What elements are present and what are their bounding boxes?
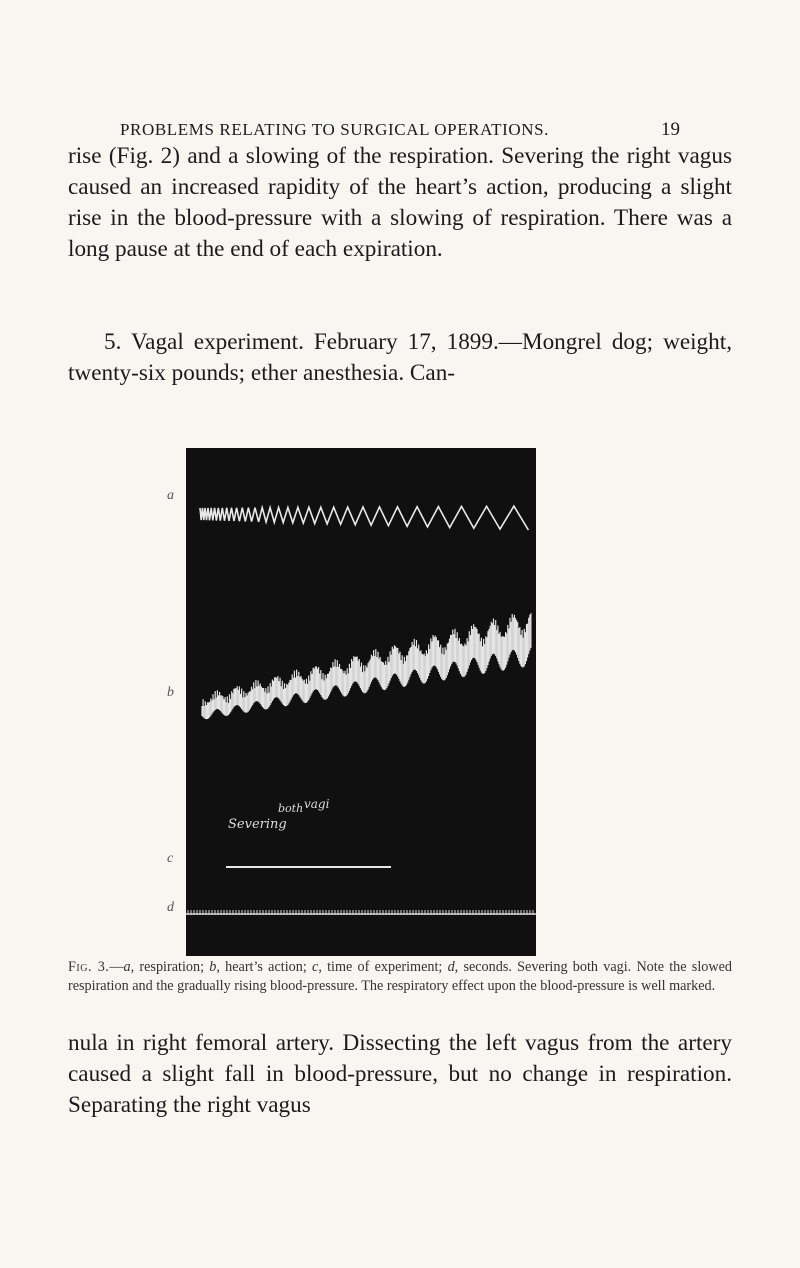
caption-a-text: , respiration; xyxy=(130,959,210,975)
caption-fig-number: Fig. 3. xyxy=(68,959,110,975)
annotation-word-both: both xyxy=(278,802,304,815)
annotation-word-severing: Severing xyxy=(228,817,287,832)
trace-label-d: d xyxy=(167,900,174,915)
running-title: PROBLEMS RELATING TO SURGICAL OPERATIONS. xyxy=(120,120,550,139)
handwritten-annotation xyxy=(228,797,330,832)
caption-sep: — xyxy=(109,959,124,975)
figure-3 xyxy=(152,448,542,956)
caption-d-text: , seconds. Severing both vagi. Note the slowed respiration and the gradually rising blood-pressure. The respiratory effect upon the blood-pressure is well marked. xyxy=(68,959,732,994)
caption-c-text: , time of experiment; xyxy=(318,959,448,975)
respiration-trace xyxy=(200,506,528,530)
caption-a-letter: a xyxy=(123,959,131,975)
caption-b-text: , heart’s action; xyxy=(216,959,313,975)
caption-c-letter: c xyxy=(312,959,319,975)
caption-d-letter: d xyxy=(447,959,455,975)
paragraph-continuation: nula in right femoral artery. Dissecting the left vagus from the artery caused a slight fall in blood-pressure, but no change in respiration. Separating the right vagus xyxy=(68,1030,732,1118)
annotation-word-vagi: vagi xyxy=(304,797,330,811)
paragraph-continued: rise (Fig. 2) and a slowing of the respiration. Severing the right vagus caused an increased rapidity of the heart’s action, producing a slight rise in the blood-pressure with a slowing of respiration. There was a long pause at the end of each expiration. xyxy=(68,143,732,262)
trace-label-b: b xyxy=(167,685,174,700)
tracing-graphic xyxy=(186,448,536,956)
caption-b-letter: b xyxy=(209,959,217,975)
paragraph-experiment-5: 5. Vagal experiment. February 17, 1899.—Mongrel dog; weight, twenty-six pounds; ether anesthesia. Can- xyxy=(68,329,732,386)
page-number: 19 xyxy=(661,119,680,140)
trace-label-a: a xyxy=(167,488,174,503)
heart-action-trace xyxy=(202,613,531,719)
figure-caption xyxy=(68,958,732,996)
kymograph-tracing xyxy=(186,448,536,956)
running-head xyxy=(120,119,680,141)
trace-label-c: c xyxy=(167,851,174,866)
